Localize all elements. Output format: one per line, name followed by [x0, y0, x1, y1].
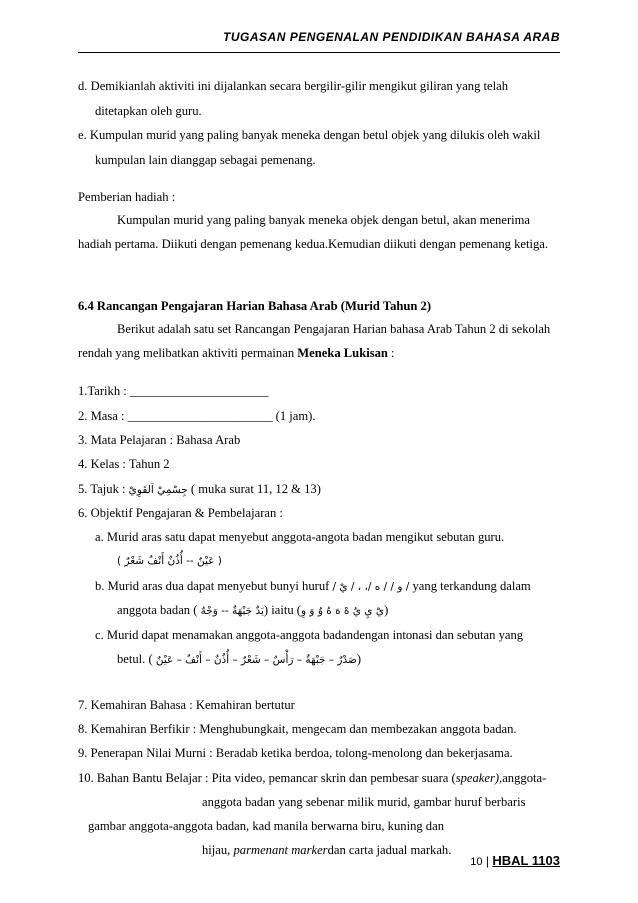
field-kelas: 4. Kelas : Tahun 2 [78, 457, 170, 471]
tajuk-label: 5. Tajuk : [78, 482, 129, 496]
bahan-speaker: speaker), [455, 771, 503, 785]
field-mata-pelajaran: 3. Mata Pelajaran : Bahasa Arab [78, 433, 241, 447]
item-d-line1: d. Demikianlah aktiviti ini dijalankan secara bergilir-gilir mengikut giliran yang telah [78, 79, 509, 93]
intro-line1: Berikut adalah satu set Rancangan Pengajaran Harian bahasa Arab Tahun 2 di sekolah [117, 322, 551, 336]
objective-b-text: b. Murid aras dua dapat menyebut bunyi huruf [95, 579, 333, 593]
objective-c-arabic: صَدْرٌ – جَبْهَةٌ – رَأْسٌ – شَعْرٌ – أُذُنٌ – أَنْفٌ – عَيْنٌ [155, 654, 357, 666]
objective-b-text-end: yang terkandung dalam [409, 579, 531, 593]
objectives-heading: 6. Objektif Pengajaran & Pembelajaran : [78, 506, 283, 520]
course-code: HBAL 1103 [492, 853, 560, 868]
section-heading: 6.4 Rancangan Pengajaran Harian Bahasa Arab (Murid Tahun 2) [78, 299, 432, 313]
objective-b-line1 [95, 578, 531, 595]
objective-a-arabic: ( عَيْنٌ -- أُذُنٌ أَنْفٌ شَعْرٌ ) [117, 555, 222, 567]
field-bahan-line1 [78, 770, 546, 786]
field-bahan-line2: anggota badan yang sebenar milik murid, gambar huruf berbaris [202, 795, 526, 809]
field-kemahiran-bahasa: 7. Kemahiran Bahasa : Kemahiran bertutur [78, 698, 295, 712]
field-masa: 2. Masa : _______________________ (1 jam). [78, 409, 316, 423]
bahan-text: 10. Bahan Bantu Belajar : Pita video, pemancar skrin dan pembesar suara ( [78, 771, 456, 785]
footer-separator: | [482, 854, 493, 868]
item-e-line1: e. Kumpulan murid yang paling banyak meneka dengan betul objek yang dilukis oleh wakil [78, 128, 541, 142]
field-bahan-line3: gambar anggota-anggota badan, kad manila berwarna biru, kuning dan [88, 819, 444, 833]
bahan-anggota: anggota- [502, 771, 547, 785]
bahan-hijau: hijau, [202, 843, 234, 857]
intro-line2 [78, 345, 395, 361]
objective-b-arabic-words: يَدٌ جَبْهَةٌ -- وَجْهٌ [200, 605, 264, 617]
objective-b-arabic-vowels: يْ يِ يُ هْ هَ هُ وُ وَ وِ [301, 605, 385, 617]
prize-heading: Pemberian hadiah : [78, 190, 176, 204]
item-e-line2: kumpulan lain dianggap sebagai pemenang. [95, 153, 316, 167]
field-tajuk [78, 481, 321, 498]
objective-a-line1: a. Murid aras satu dapat menyebut anggota-angota badan mengikut sebutan guru. [95, 530, 505, 544]
activity-name: Meneka Lukisan [297, 346, 388, 360]
objective-c-line2 [117, 651, 361, 668]
field-tarikh: 1.Tarikh : ______________________ [78, 384, 269, 398]
prize-paragraph-line1: Kumpulan murid yang paling banyak meneka objek dengan betul, akan menerima [117, 213, 531, 227]
objective-b-letters: / و / / ه /، ، / يْ / [332, 581, 410, 593]
page-number: 10 [470, 856, 483, 868]
bahan-carta: dan carta jadual markah. [327, 843, 452, 857]
objective-b-badan: anggota badan ( [117, 603, 201, 617]
objective-b-iaitu: ) iaitu ( [263, 603, 301, 617]
header-title: TUGASAN PENGENALAN PENDIDIKAN BAHASA ARAB [223, 30, 560, 44]
header-divider [78, 52, 560, 53]
field-bahan-line4 [202, 842, 451, 858]
objective-c-close: ) [356, 652, 362, 666]
intro-text: rendah yang melibatkan aktiviti permainan [78, 346, 298, 360]
objective-c-line1: c. Murid dapat menamakan anggota-anggota badandengan intonasi dan sebutan yang [95, 628, 524, 642]
page-footer [470, 853, 560, 868]
field-kemahiran-berfikir: 8. Kemahiran Berfikir : Menghubungkait, mengecam dan membezakan anggota badan. [78, 722, 517, 736]
objective-b-close: ) [384, 603, 389, 617]
item-d-line2: ditetapkan oleh guru. [95, 104, 202, 118]
tajuk-arabic: جِسْمِيْ اَلقَوِيْ [128, 484, 188, 496]
objective-c-betul: betul. ( [117, 652, 156, 666]
field-nilai-murni: 9. Penerapan Nilai Murni : Beradab ketika berdoa, tolong-menolong dan bekerjasama. [78, 746, 513, 760]
prize-paragraph-line2: hadiah pertama. Diikuti dengan pemenang kedua.Kemudian diikuti dengan pemenang ketiga. [78, 237, 549, 251]
intro-colon: : [387, 346, 395, 360]
objective-b-line2 [117, 602, 388, 619]
tajuk-pages: ( muka surat 11, 12 & 13) [187, 482, 321, 496]
bahan-marker: parmenant marker [233, 843, 328, 857]
